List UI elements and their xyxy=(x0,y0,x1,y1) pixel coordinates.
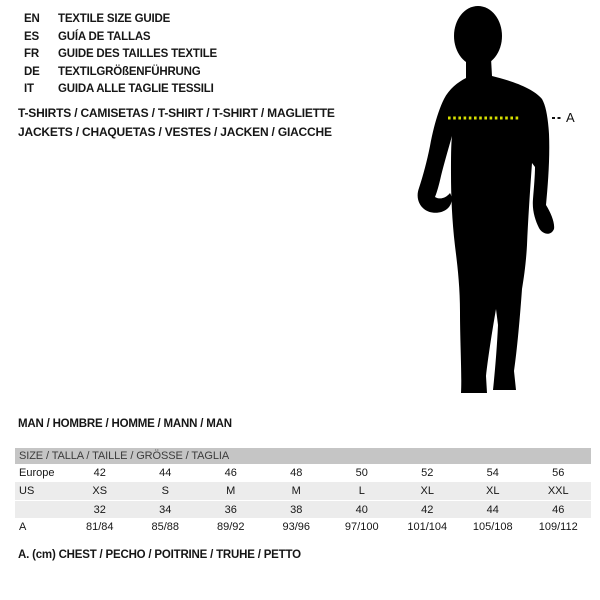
size-table xyxy=(15,448,591,536)
size-cell: 44 xyxy=(159,467,172,479)
language-row xyxy=(24,11,217,29)
row-label: A xyxy=(19,521,27,533)
language-code: FR xyxy=(24,48,39,61)
size-cell: 42 xyxy=(421,504,434,516)
size-cell: XL xyxy=(420,485,434,497)
size-cell: 32 xyxy=(93,504,106,516)
size-cell: 36 xyxy=(224,504,237,516)
table-row-chest xyxy=(15,518,591,536)
size-cell: M xyxy=(291,485,301,497)
size-cell: 46 xyxy=(552,504,565,516)
size-cell: 97/100 xyxy=(344,521,379,533)
size-cell: 85/88 xyxy=(151,521,180,533)
product-categories xyxy=(18,104,335,142)
size-cell: 54 xyxy=(486,467,499,479)
size-cell: L xyxy=(358,485,365,497)
language-label: GUÍA DE TALLAS xyxy=(58,30,151,43)
size-cell: 109/112 xyxy=(538,521,578,533)
table-row-us-letters xyxy=(15,482,591,500)
size-cell: M xyxy=(226,485,236,497)
size-cell: 34 xyxy=(159,504,172,516)
man-silhouette xyxy=(400,0,600,400)
language-row xyxy=(24,46,217,64)
size-cell: 38 xyxy=(290,504,303,516)
size-cell: 89/92 xyxy=(216,521,245,533)
size-cell: XXL xyxy=(547,485,569,497)
footnote: A. (cm) CHEST / PECHO / POITRINE / TRUHE / PETTO xyxy=(18,549,301,561)
language-row xyxy=(24,81,217,99)
language-code: DE xyxy=(24,65,40,78)
size-cell: 44 xyxy=(486,504,499,516)
row-label xyxy=(15,501,67,518)
product-line-tshirts: T-SHIRTS / CAMISETAS / T-SHIRT / T-SHIRT / MAGLIETTE xyxy=(18,106,335,120)
table-row-europe xyxy=(15,464,591,482)
row-label: US xyxy=(19,485,35,497)
language-code: IT xyxy=(24,83,34,96)
size-cell: S xyxy=(161,485,169,497)
language-row xyxy=(24,29,217,47)
size-cell: 40 xyxy=(355,504,368,516)
language-label: TEXTILGRÖßENFÜHRUNG xyxy=(58,65,201,78)
man-silhouette-figure xyxy=(400,0,600,400)
language-label: GUIDE DES TAILLES TEXTILE xyxy=(58,48,217,61)
size-cell: 52 xyxy=(421,467,434,479)
language-code: EN xyxy=(24,13,40,25)
size-cell: 46 xyxy=(224,467,237,479)
size-cell: XS xyxy=(92,485,108,497)
silhouette-head xyxy=(454,6,502,66)
row-label: Europe xyxy=(19,467,55,479)
section-title: MAN / HOMBRE / HOMME / MANN / MAN xyxy=(18,418,232,430)
silhouette-body xyxy=(418,58,555,393)
language-label: GUIDA ALLE TAGLIE TESSILI xyxy=(58,83,214,96)
language-label: TEXTILE SIZE GUIDE xyxy=(58,13,171,25)
size-cell: 105/108 xyxy=(472,521,513,533)
size-cell: 56 xyxy=(552,467,565,479)
language-code: ES xyxy=(24,30,39,43)
size-cell: 101/104 xyxy=(407,521,448,533)
size-table-header: SIZE / TALLA / TAILLE / GRÖSSE / TAGLIA xyxy=(15,448,591,464)
size-cell: 48 xyxy=(290,467,303,479)
size-cell: 42 xyxy=(93,467,106,479)
size-cell: 50 xyxy=(355,467,368,479)
product-line-jackets: JACKETS / CHAQUETAS / VESTES / JACKEN / GIACCHE xyxy=(18,125,332,139)
size-cell: XL xyxy=(486,485,500,497)
measure-label-a: A xyxy=(566,110,575,125)
size-cell: 93/96 xyxy=(282,521,311,533)
language-list xyxy=(24,11,217,99)
language-row xyxy=(24,64,217,82)
table-row-us-numbers xyxy=(15,500,591,518)
size-cell: 81/84 xyxy=(85,521,114,533)
